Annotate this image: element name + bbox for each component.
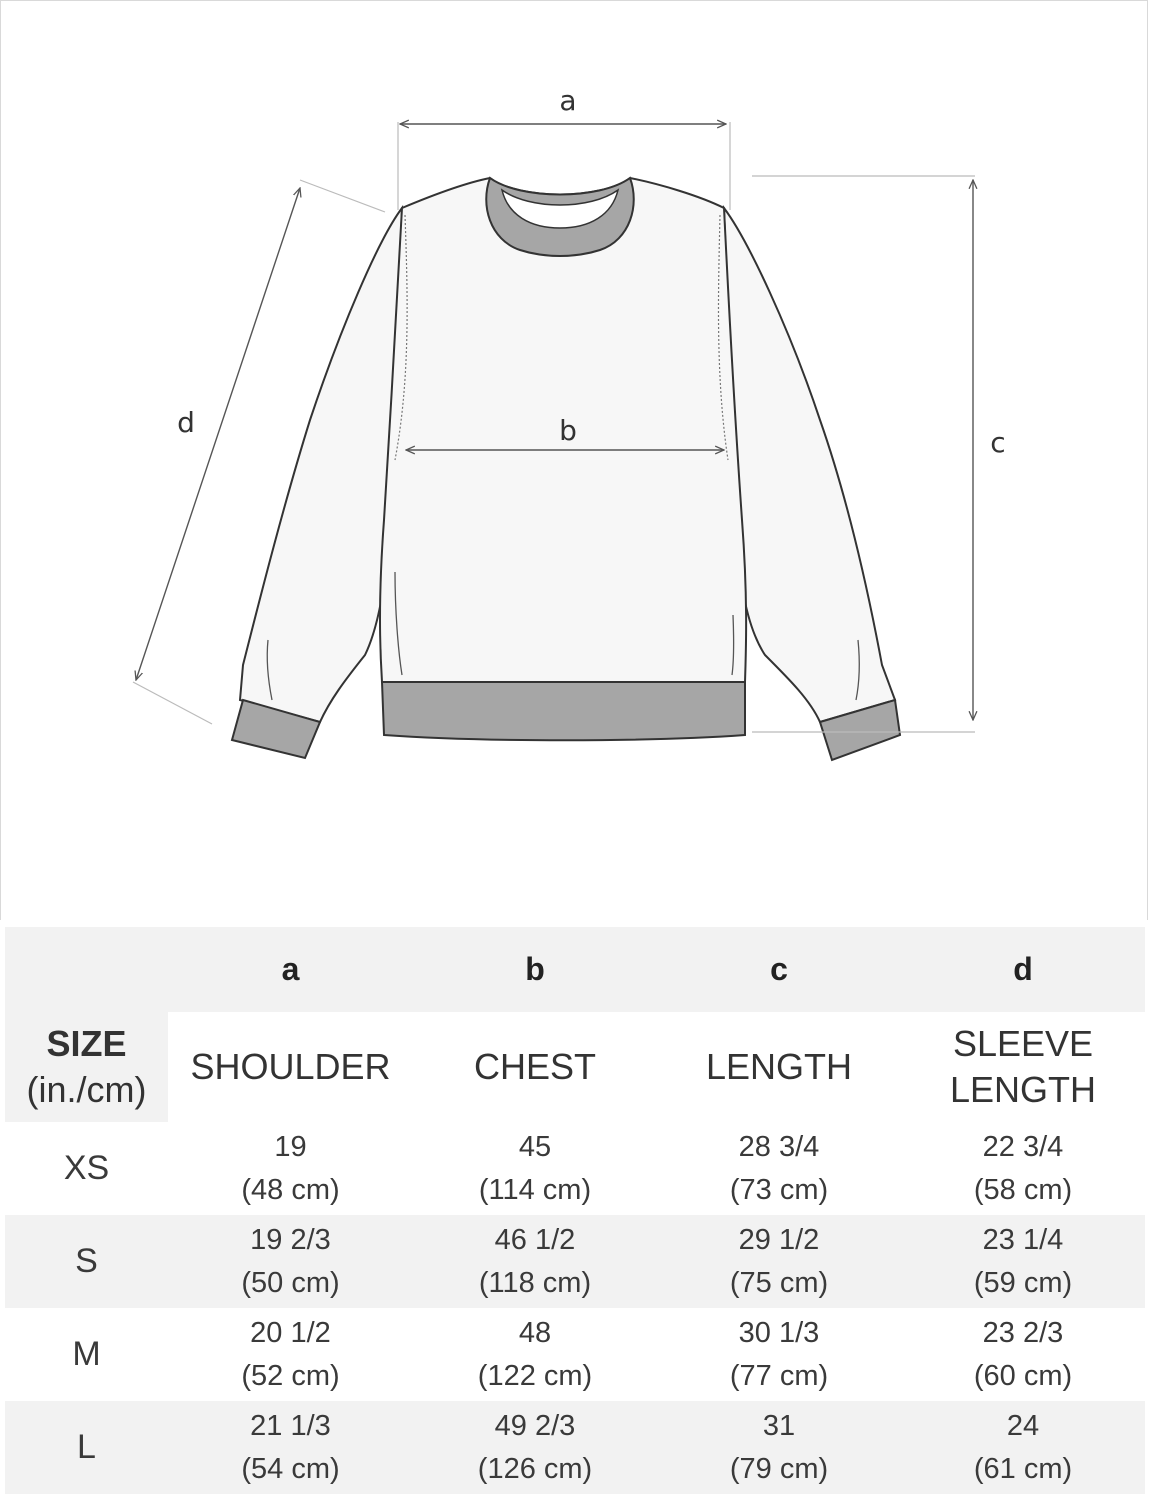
cm-value: (50 cm) [241, 1266, 340, 1299]
size-rows [5, 1122, 1145, 1494]
column-header-line: SLEEVE [952, 1023, 1094, 1064]
letter-header-empty [5, 927, 168, 1012]
cm-value: (48 cm) [241, 1173, 340, 1206]
cm-value: (58 cm) [973, 1173, 1073, 1206]
cm-value: (60 cm) [973, 1359, 1073, 1392]
table-row [5, 1401, 1145, 1494]
cm-value: (122 cm) [477, 1359, 593, 1392]
inch-value: 29 1/2 [738, 1223, 820, 1256]
measurement-cell [657, 1308, 901, 1401]
cm-value: (118 cm) [478, 1266, 592, 1299]
inch-value: 19 [274, 1130, 307, 1163]
table-row [5, 1122, 1145, 1215]
column-header-sleeve-length [901, 1012, 1145, 1122]
size-chart-table [5, 927, 1145, 1494]
label-d: d [177, 406, 195, 439]
inch-value: 45 [518, 1130, 552, 1163]
column-header-line: CHEST [473, 1046, 596, 1087]
inch-value: 31 [762, 1409, 796, 1442]
measurement-cell [168, 1215, 413, 1308]
cm-value: (59 cm) [973, 1266, 1073, 1299]
left-sleeve [240, 208, 402, 722]
letter-header-d: d [901, 927, 1145, 1012]
measurement-cell [168, 1308, 413, 1401]
measurement-cell [901, 1215, 1145, 1308]
column-header-length [657, 1012, 901, 1122]
inch-value: 23 2/3 [982, 1316, 1064, 1349]
size-cell: M [72, 1335, 101, 1373]
label-c: c [990, 426, 1006, 459]
size-header-unit: (in./cm) [26, 1069, 147, 1110]
measurement-cell [413, 1215, 657, 1308]
cm-value: (75 cm) [729, 1266, 829, 1299]
cm-value: (114 cm) [478, 1173, 592, 1206]
table-row [5, 1308, 1145, 1401]
column-header-line: LENGTH [705, 1046, 853, 1087]
right-sleeve [724, 208, 895, 722]
inch-value: 28 3/4 [738, 1130, 820, 1163]
column-name-row [5, 1012, 1145, 1122]
inch-value: 30 1/3 [738, 1316, 820, 1349]
measurement-cell [657, 1401, 901, 1494]
column-header-chest [413, 1012, 657, 1122]
measurement-cell [657, 1122, 901, 1215]
size-header-title: SIZE [46, 1023, 127, 1064]
cm-value: (73 cm) [729, 1173, 829, 1206]
measurement-cell [413, 1122, 657, 1215]
cm-value: (52 cm) [241, 1359, 340, 1392]
label-b: b [559, 414, 577, 447]
inch-value: 20 1/2 [250, 1316, 331, 1349]
inch-value: 46 1/2 [494, 1223, 576, 1256]
letter-header-row [5, 927, 1145, 1012]
measurement-cell [168, 1401, 413, 1494]
inch-value: 24 [1006, 1409, 1040, 1442]
column-header-line-2: LENGTH [949, 1069, 1097, 1110]
measurement-cell [901, 1122, 1145, 1215]
inch-value: 21 1/3 [250, 1409, 331, 1442]
letter-header-a: a [168, 927, 413, 1012]
letter-header-c: c [657, 927, 901, 1012]
cm-value: (126 cm) [477, 1452, 593, 1485]
letter-header-b: b [413, 927, 657, 1012]
cm-value: (54 cm) [241, 1452, 340, 1485]
hem-rib [382, 682, 745, 740]
cm-value: (79 cm) [729, 1452, 829, 1485]
table-row [5, 1215, 1145, 1308]
column-header-shoulder [168, 1012, 413, 1122]
inch-value: 48 [518, 1316, 552, 1349]
inch-value: 19 2/3 [250, 1223, 331, 1256]
measurement-cell [657, 1215, 901, 1308]
cm-value: (61 cm) [973, 1452, 1073, 1485]
inch-value: 49 2/3 [494, 1409, 576, 1442]
measurement-cell [901, 1401, 1145, 1494]
measurement-cell [901, 1308, 1145, 1401]
label-a: a [559, 84, 577, 117]
cm-value: (77 cm) [729, 1359, 829, 1392]
measurement-cell [413, 1401, 657, 1494]
size-cell: L [5, 1401, 168, 1494]
size-header-cell [5, 1012, 168, 1122]
measurement-cell [413, 1308, 657, 1401]
inch-value: 22 3/4 [982, 1130, 1064, 1163]
column-header-line: SHOULDER [190, 1046, 391, 1087]
measurement-cell [168, 1122, 413, 1215]
size-cell: S [5, 1215, 168, 1308]
size-cell: XS [63, 1149, 110, 1187]
inch-value: 23 1/4 [982, 1223, 1064, 1256]
